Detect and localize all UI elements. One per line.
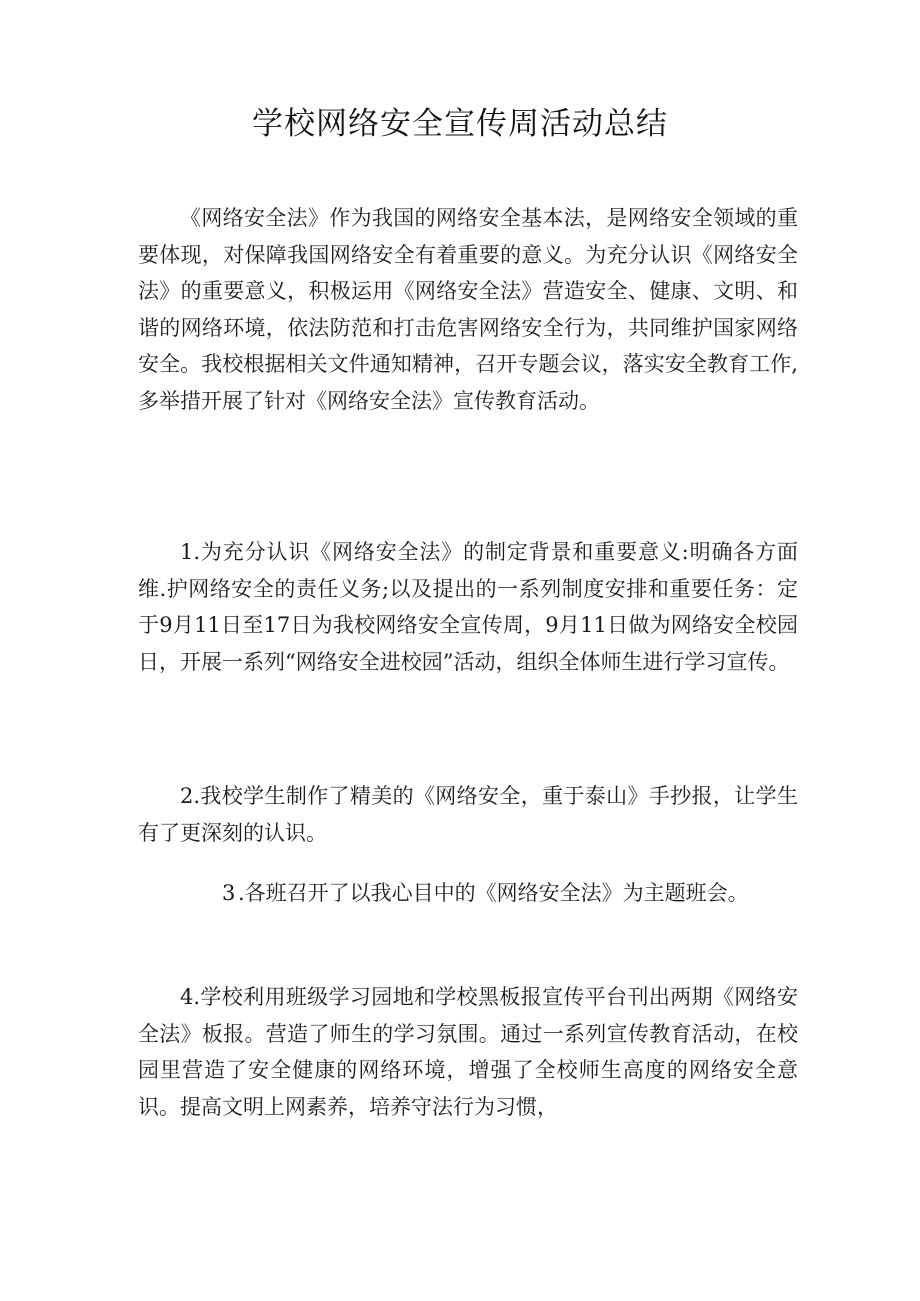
paragraph-item-2: 2.我校学生制作了精美的《网络安全，重于泰山》手抄报，让学生有了更深刻的认识。 <box>138 784 798 845</box>
item-3-text: .各班召开了以我心目中的《网络安全法》为主题班会。 <box>238 881 749 905</box>
item-3-number: 3 <box>222 881 236 905</box>
paragraph-item-1: 1.为充分认识《网络安全法》的制定背景和重要意义:明确各方面维.护网络安全的责任义务;以及提出的一系列制度安排和重要任务：定于9月11日至17日为我校网络安全宣传周，9月11日做为网络安全校园日，开展一系列“网络安全进校园”活动，组织全体师生进行学习宣传。 <box>138 540 798 674</box>
paragraph-item-3 <box>138 875 798 912</box>
paragraph-item-4: 4.学校利用班级学习园地和学校黑板报宣传平台刊出两期《网络安全法》板报。营造了师生的学习氛围。通过一系列宣传教育活动，在校园里营造了安全健康的网络环境，增强了全校师生高度的网络安全意识。提高文明上网素养，培养守法行为习惯， <box>138 985 798 1119</box>
document-title: 学校网络安全宣传周活动总结 <box>252 106 668 142</box>
paragraph-intro: 《网络安全法》作为我国的网络安全基本法，是网络安全领域的重要体现，对保障我国网络安全有着重要的意义。为充分认识《网络安全法》的重要意义，积极运用《网络安全法》营造安全、健康、文明、和谐的网络环境，依法防范和打击危害网络安全行为，共同维护国家网络安全。我校根据相关文件通知精神，召开专题会议，落实安全教育工作,多举措开展了针对《网络安全法》宣传教育活动。 <box>138 206 798 413</box>
